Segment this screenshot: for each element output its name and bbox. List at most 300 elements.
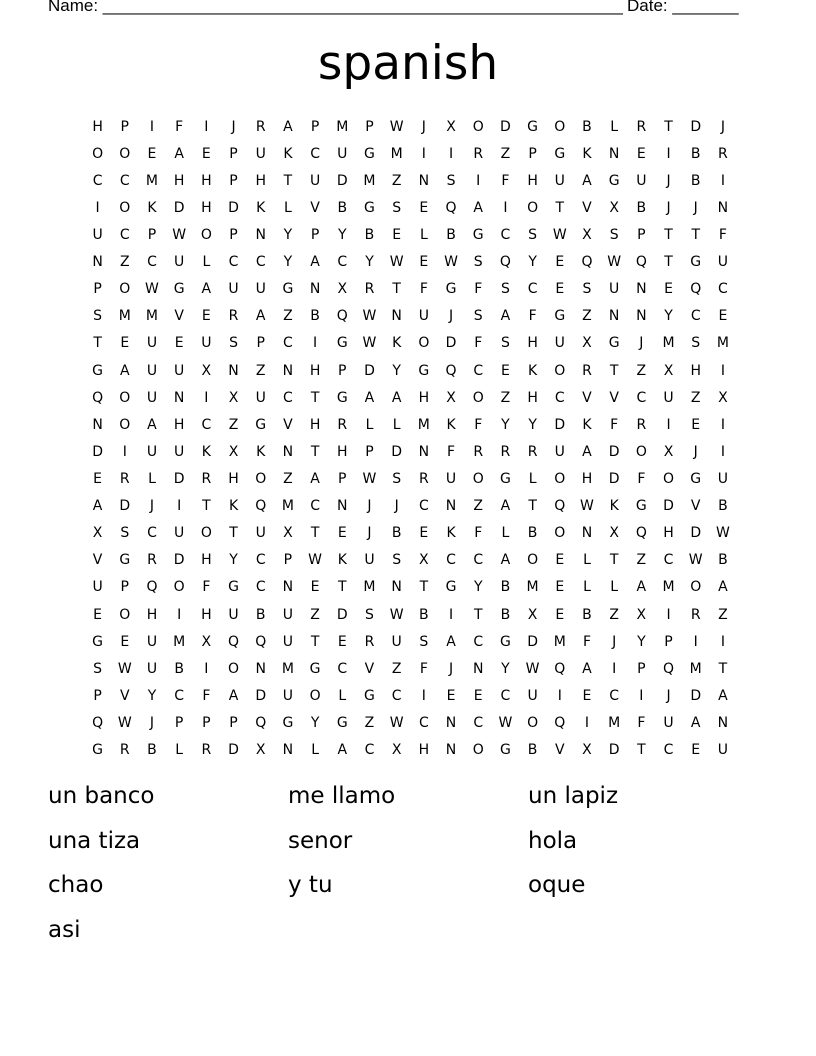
grid-letter: N <box>391 579 402 596</box>
grid-letter: E <box>636 145 646 162</box>
grid-letter: T <box>555 199 565 216</box>
grid-letter: A <box>283 118 293 135</box>
grid-letter: G <box>364 145 375 162</box>
grid-letter: E <box>120 633 130 650</box>
grid-letter: B <box>527 525 538 542</box>
grid-letter: R <box>201 742 212 759</box>
grid-letter: U <box>663 714 674 731</box>
grid-letter: D <box>690 525 702 542</box>
grid-letter: S <box>229 335 238 352</box>
grid-letter: D <box>690 118 702 135</box>
grid-letter: L <box>284 199 292 216</box>
grid-letter: K <box>446 416 456 433</box>
grid-letter: O <box>472 389 484 406</box>
grid-letter: O <box>119 389 131 406</box>
grid-letter: U <box>309 172 321 189</box>
grid-letter: U <box>663 389 674 406</box>
grid-letter: H <box>527 172 538 189</box>
grid-letter: G <box>336 714 348 731</box>
grid-letter: S <box>392 552 402 569</box>
grid-letter: E <box>555 579 565 596</box>
grid-letter: G <box>282 281 294 298</box>
grid-letter: A <box>337 742 348 759</box>
grid-letter: P <box>338 470 347 487</box>
grid-letter: D <box>173 552 185 569</box>
grid-letter: I <box>149 118 155 135</box>
grid-letter: B <box>500 606 511 623</box>
grid-letter: R <box>500 443 511 460</box>
grid-letter: P <box>664 633 673 650</box>
grid-letter: P <box>365 118 374 135</box>
grid-letter: C <box>283 335 293 352</box>
grid-letter: Z <box>718 606 728 623</box>
grid-letter: Q <box>146 579 158 596</box>
grid-letter: N <box>282 742 294 759</box>
grid-letter: F <box>582 633 591 650</box>
grid-letter: B <box>174 660 184 677</box>
grid-letter: D <box>364 362 375 379</box>
grid-letter: F <box>474 335 483 352</box>
letter-grid <box>84 113 737 764</box>
grid-letter: C <box>418 498 429 515</box>
grid-letter: E <box>93 470 103 487</box>
grid-letter: Q <box>92 389 104 406</box>
grid-letter: E <box>337 633 347 650</box>
grid-letter: G <box>608 335 620 352</box>
grid-letter: H <box>255 172 266 189</box>
grid-letter: A <box>174 145 184 162</box>
grid-letter: C <box>663 552 674 569</box>
grid-letter: W <box>525 660 540 677</box>
grid-letter: S <box>120 525 130 542</box>
grid-letter: G <box>608 172 620 189</box>
grid-letter: I <box>666 606 671 623</box>
grid-letter: H <box>418 742 430 759</box>
grid-letter: C <box>527 281 538 298</box>
grid-letter: U <box>174 362 185 379</box>
grid-letter: B <box>582 606 592 623</box>
grid-letter: I <box>720 443 725 460</box>
grid-letter: T <box>283 172 293 189</box>
date-field-label: Date: _______ <box>627 0 739 15</box>
grid-letter: C <box>255 552 266 569</box>
grid-letter: U <box>282 633 294 650</box>
grid-letter: M <box>417 416 430 433</box>
grid-letter: E <box>446 687 456 704</box>
grid-letter: C <box>446 552 456 569</box>
grid-letter: R <box>119 742 130 759</box>
grid-letter: B <box>147 742 157 759</box>
grid-letter: O <box>119 416 131 433</box>
grid-letter: A <box>119 362 130 379</box>
grid-letter: V <box>690 498 701 515</box>
grid-letter: F <box>637 470 646 487</box>
grid-letter: R <box>718 145 728 162</box>
grid-letter: I <box>612 660 617 677</box>
grid-letter: Y <box>310 714 320 731</box>
grid-letter: L <box>610 118 619 135</box>
grid-letter: B <box>391 525 402 542</box>
grid-letter: Z <box>391 660 402 677</box>
grid-letter: D <box>173 470 185 487</box>
grid-letter: G <box>445 579 457 596</box>
grid-letter: S <box>500 281 510 298</box>
grid-letter: C <box>500 687 511 704</box>
grid-letter: E <box>392 226 402 243</box>
grid-letter: X <box>283 525 293 542</box>
grid-letter: U <box>146 389 158 406</box>
grid-letter: B <box>718 552 728 569</box>
grid-letter: C <box>119 172 130 189</box>
grid-letter: F <box>175 118 184 135</box>
grid-letter: B <box>419 606 429 623</box>
grid-letter: Z <box>609 606 619 623</box>
grid-letter: C <box>663 742 674 759</box>
grid-letter: Y <box>501 660 510 677</box>
grid-letter: Z <box>473 498 484 515</box>
grid-letter: G <box>499 470 511 487</box>
grid-letter: M <box>662 335 675 352</box>
grid-letter: O <box>200 525 212 542</box>
grid-letter: Q <box>445 362 457 379</box>
grid-letter: W <box>498 714 513 731</box>
grid-letter: T <box>392 281 401 298</box>
grid-letter: J <box>639 335 644 352</box>
grid-letter: N <box>581 525 593 542</box>
grid-letter: H <box>173 416 185 433</box>
grid-letter: V <box>310 199 320 216</box>
grid-letter: G <box>255 416 267 433</box>
grid-letter: U <box>174 443 185 460</box>
grid-letter: Y <box>473 579 483 596</box>
grid-letter: G <box>690 254 702 271</box>
grid-letter: K <box>256 199 266 216</box>
grid-letter: K <box>256 443 266 460</box>
grid-letter: K <box>201 443 211 460</box>
grid-letter: X <box>663 362 674 379</box>
grid-letter: J <box>149 498 155 515</box>
grid-letter: T <box>338 579 347 596</box>
grid-letter: C <box>554 389 565 406</box>
grid-letter: Y <box>501 416 510 433</box>
grid-letter: L <box>175 742 184 759</box>
grid-letter: F <box>419 281 428 298</box>
grid-letter: P <box>229 145 238 162</box>
grid-letter: X <box>527 606 538 623</box>
grid-letter: I <box>313 335 318 352</box>
grid-letter: H <box>201 552 212 569</box>
grid-letter: M <box>363 579 376 596</box>
grid-letter: Q <box>663 660 675 677</box>
grid-letter: S <box>609 226 619 243</box>
grid-letter: J <box>367 525 372 542</box>
grid-letter: F <box>447 443 456 460</box>
grid-letter: N <box>418 172 430 189</box>
grid-letter: W <box>172 226 187 243</box>
grid-letter: C <box>473 633 484 650</box>
grid-letter: X <box>582 742 592 759</box>
grid-letter: R <box>228 308 239 325</box>
grid-letter: R <box>119 470 130 487</box>
grid-letter: I <box>557 687 562 704</box>
grid-letter: A <box>636 579 647 596</box>
grid-letter: B <box>500 579 511 596</box>
grid-letter: J <box>367 498 372 515</box>
grid-letter: I <box>204 118 209 135</box>
grid-letter: F <box>610 416 619 433</box>
word-bank-item: me llamo <box>288 783 396 809</box>
grid-letter: C <box>119 226 130 243</box>
grid-letter: L <box>501 525 510 542</box>
grid-letter: O <box>554 470 566 487</box>
puzzle-title: spanish <box>317 36 499 91</box>
grid-letter: G <box>336 335 348 352</box>
grid-letter: G <box>173 281 185 298</box>
grid-letter: N <box>418 443 430 460</box>
grid-letter: A <box>500 498 511 515</box>
grid-letter: G <box>554 308 566 325</box>
grid-letter: D <box>119 498 131 515</box>
grid-letter: E <box>337 525 347 542</box>
grid-letter: Z <box>636 552 647 569</box>
grid-letter: E <box>93 606 103 623</box>
grid-letter: C <box>418 714 429 731</box>
grid-letter: R <box>201 470 212 487</box>
grid-letter: E <box>419 199 429 216</box>
grid-letter: C <box>364 742 375 759</box>
grid-letter: O <box>92 145 104 162</box>
grid-letter: E <box>120 335 130 352</box>
grid-letter: Q <box>255 714 267 731</box>
grid-letter: W <box>362 335 377 352</box>
grid-letter: S <box>446 172 456 189</box>
grid-letter: I <box>177 606 182 623</box>
grid-letter: T <box>419 579 429 596</box>
grid-letter: R <box>364 281 375 298</box>
grid-letter: C <box>283 389 293 406</box>
grid-letter: O <box>119 199 131 216</box>
grid-letter: Z <box>582 308 592 325</box>
grid-letter: M <box>281 498 294 515</box>
grid-letter: A <box>473 199 483 216</box>
grid-letter: U <box>418 308 429 325</box>
grid-letter: U <box>146 633 158 650</box>
header-line <box>48 0 748 20</box>
grid-letter: G <box>499 633 511 650</box>
word-bank-item: chao <box>48 872 104 898</box>
grid-letter: B <box>718 498 728 515</box>
grid-letter: M <box>390 145 403 162</box>
grid-letter: P <box>93 687 102 704</box>
grid-letter: E <box>718 308 728 325</box>
grid-letter: Q <box>228 633 240 650</box>
word-bank-item: una tiza <box>48 827 141 854</box>
grid-letter: I <box>421 687 426 704</box>
grid-letter: U <box>554 443 565 460</box>
grid-letter: F <box>202 579 211 596</box>
grid-letter: A <box>690 714 701 731</box>
word-bank-item: y tu <box>288 872 333 898</box>
grid-letter: L <box>338 687 347 704</box>
grid-letter: C <box>147 525 157 542</box>
grid-letter: M <box>173 633 186 650</box>
grid-letter: O <box>119 606 131 623</box>
grid-letter: O <box>527 714 539 731</box>
word-bank-item: senor <box>288 827 353 854</box>
grid-letter: Q <box>336 308 348 325</box>
grid-letter: B <box>527 742 538 759</box>
grid-letter: B <box>446 226 456 243</box>
grid-letter: L <box>392 416 401 433</box>
grid-letter: X <box>337 281 348 298</box>
grid-letter: O <box>635 443 647 460</box>
grid-letter: A <box>310 470 320 487</box>
grid-letter: B <box>337 199 348 216</box>
grid-letter: G <box>92 742 104 759</box>
grid-letter: P <box>365 443 374 460</box>
grid-letter: G <box>472 226 484 243</box>
grid-letter: J <box>666 172 671 189</box>
grid-letter: S <box>419 633 429 650</box>
grid-letter: O <box>173 579 185 596</box>
grid-letter: K <box>337 552 347 569</box>
grid-letter: A <box>582 660 592 677</box>
grid-letter: T <box>664 226 673 243</box>
grid-letter: O <box>418 335 430 352</box>
grid-letter: C <box>174 687 185 704</box>
grid-letter: Y <box>229 552 238 569</box>
grid-letter: E <box>500 362 510 379</box>
word-bank-item: asi <box>48 916 81 943</box>
grid-letter: P <box>147 226 157 243</box>
grid-letter: T <box>310 389 320 406</box>
grid-letter: P <box>229 172 238 189</box>
grid-letter: H <box>201 606 212 623</box>
grid-letter: L <box>528 470 537 487</box>
grid-letter: H <box>309 416 321 433</box>
grid-letter: I <box>421 145 426 162</box>
grid-letter: S <box>93 308 103 325</box>
grid-letter: Q <box>499 254 511 271</box>
grid-letter: N <box>445 714 457 731</box>
grid-letter: H <box>92 118 103 135</box>
grid-letter: E <box>419 254 429 271</box>
grid-letter: K <box>582 416 592 433</box>
grid-letter: H <box>309 362 321 379</box>
grid-letter: Z <box>228 416 239 433</box>
grid-letter: S <box>392 470 402 487</box>
grid-letter: A <box>255 308 266 325</box>
grid-letter: O <box>255 470 267 487</box>
grid-letter: Q <box>445 199 457 216</box>
grid-letter: N <box>309 281 321 298</box>
grid-letter: Z <box>500 145 511 162</box>
grid-letter: A <box>147 416 157 433</box>
grid-letter: D <box>500 118 511 135</box>
grid-letter: N <box>391 308 402 325</box>
grid-letter: P <box>120 579 129 596</box>
grid-letter: L <box>583 579 591 596</box>
grid-letter: P <box>310 226 320 243</box>
grid-letter: Y <box>392 362 401 379</box>
grid-letter: C <box>473 714 484 731</box>
grid-letter: E <box>664 281 673 298</box>
grid-letter: J <box>666 687 671 704</box>
grid-letter: T <box>718 660 728 677</box>
grid-letter: K <box>609 498 619 515</box>
grid-letter: C <box>609 687 620 704</box>
grid-letter: G <box>499 742 511 759</box>
grid-letter: D <box>445 335 457 352</box>
grid-letter: D <box>336 172 348 189</box>
grid-letter: E <box>310 579 320 596</box>
grid-letter: Z <box>283 470 293 487</box>
grid-letter: X <box>419 552 429 569</box>
grid-letter: I <box>720 416 725 433</box>
grid-letter: W <box>145 281 159 298</box>
grid-letter: L <box>148 470 156 487</box>
grid-letter: N <box>717 199 729 216</box>
grid-letter: W <box>362 470 377 487</box>
grid-letter: G <box>119 552 131 569</box>
grid-letter: W <box>389 254 404 271</box>
grid-letter: O <box>472 470 484 487</box>
grid-letter: P <box>93 281 102 298</box>
grid-letter: I <box>204 389 209 406</box>
grid-letter: M <box>526 579 539 596</box>
grid-letter: U <box>391 633 402 650</box>
grid-letter: G <box>92 633 104 650</box>
grid-letter: U <box>255 281 266 298</box>
grid-letter: R <box>636 416 647 433</box>
grid-letter: E <box>691 742 701 759</box>
grid-letter: R <box>473 145 484 162</box>
grid-letter: M <box>363 172 376 189</box>
grid-letter: O <box>554 118 566 135</box>
grid-letter: X <box>92 525 103 542</box>
grid-letter: L <box>610 579 619 596</box>
grid-letter: Q <box>581 254 593 271</box>
grid-letter: J <box>448 660 454 677</box>
grid-letter: D <box>608 742 620 759</box>
grid-letter: U <box>282 606 294 623</box>
grid-letter: W <box>389 714 404 731</box>
grid-letter: D <box>391 443 403 460</box>
grid-letter: U <box>445 470 457 487</box>
grid-letter: A <box>582 172 592 189</box>
grid-letter: X <box>391 742 402 759</box>
grid-letter: L <box>583 552 591 569</box>
grid-letter: M <box>118 308 131 325</box>
grid-letter: H <box>337 443 348 460</box>
grid-letter: A <box>92 498 103 515</box>
grid-letter: U <box>717 470 729 487</box>
grid-letter: U <box>282 687 294 704</box>
grid-letter: H <box>418 389 430 406</box>
grid-letter: J <box>720 118 725 135</box>
grid-letter: H <box>228 470 239 487</box>
grid-letter: U <box>255 525 266 542</box>
grid-letter: U <box>228 281 239 298</box>
grid-letter: U <box>92 226 103 243</box>
grid-letter: A <box>228 687 239 704</box>
grid-letter: Y <box>365 254 374 271</box>
grid-letter: U <box>146 362 158 379</box>
grid-letter: O <box>309 687 321 704</box>
grid-letter: W <box>688 552 703 569</box>
grid-letter: W <box>117 714 132 731</box>
grid-letter: E <box>555 552 565 569</box>
